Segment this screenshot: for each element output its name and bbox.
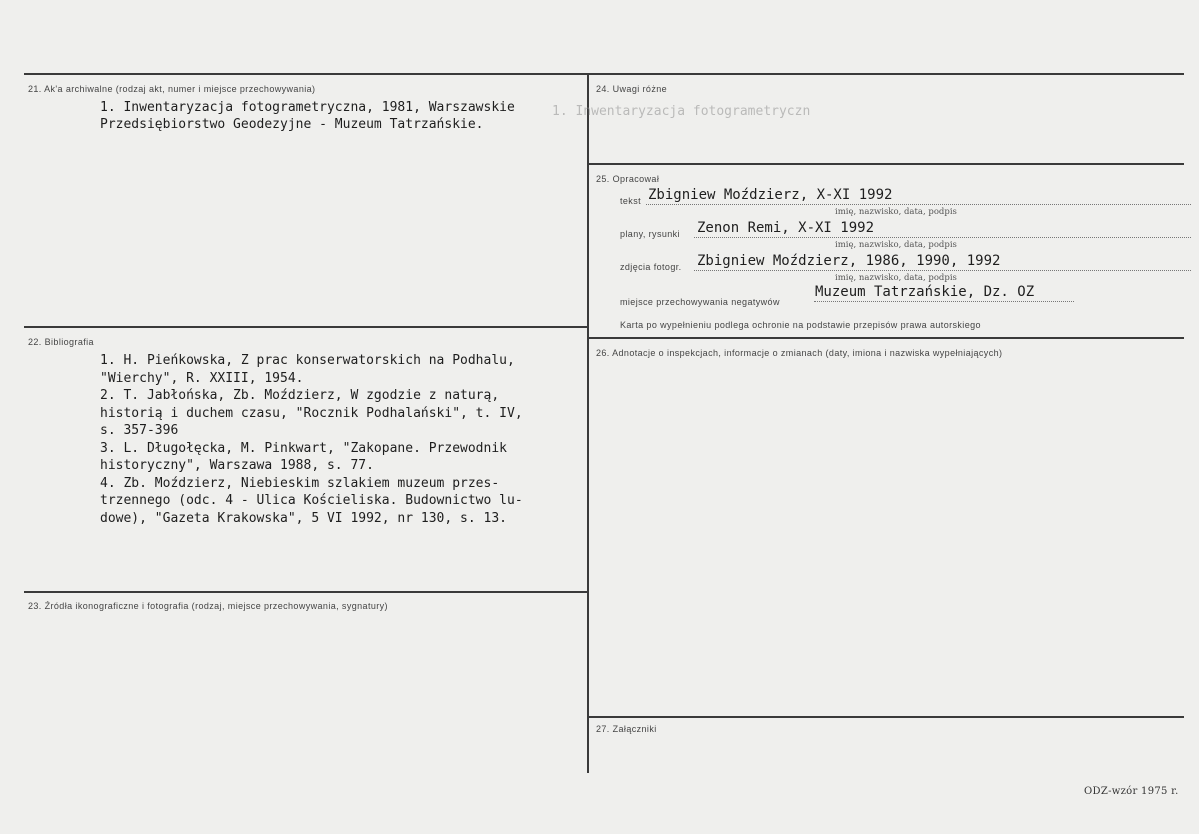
rule-22-23 [24, 591, 587, 593]
rule-21-22 [24, 326, 587, 328]
bibliography-line-6: 3. L. Długołęcka, M. Pinkwart, "Zakopane. Przewodnik [100, 440, 507, 456]
section-25-label: 25. Opracował [596, 174, 660, 184]
section-22-label: 22. Bibliografia [28, 337, 94, 347]
bibliography-line-4: historią i duchem czasu, "Rocznik Podhalański", t. IV, [100, 405, 523, 421]
zdjecia-label: zdjęcia fotogr. [620, 262, 682, 272]
miejsce-line [814, 301, 1074, 302]
section-21-line-1: 1. Inwentaryzacja fotogrametryczna, 1981, Warszawskie [100, 100, 515, 115]
zdjecia-value: Zbigniew Moździerz, 1986, 1990, 1992 [697, 253, 1001, 269]
plany-caption: imię, nazwisko, data, podpis [835, 240, 957, 250]
zdjecia-line [694, 270, 1191, 271]
section-23-label: 23. Źródła ikonograficzne i fotografia (rodzaj, miejsce przechowywania, sygnatury) [28, 601, 388, 611]
tekst-label: tekst [620, 196, 642, 206]
form-footer: ODZ-wzór 1975 r. [1084, 786, 1179, 797]
top-rule [24, 73, 1184, 75]
rule-26-27 [589, 716, 1184, 718]
section-21-line-2: Przedsiębiorstwo Geodezyjne - Muzeum Tatrzańskie. [100, 117, 484, 132]
miejsce-label: miejsce przechowywania negatywów [620, 297, 780, 307]
tekst-value: Zbigniew Moździerz, X-XI 1992 [648, 187, 893, 203]
plany-value: Zenon Remi, X-XI 1992 [697, 220, 875, 236]
section-24-faded-text: 1. Inwentaryzacja fotogrametryczn [552, 104, 811, 119]
bibliography-line-8: 4. Zb. Moździerz, Niebieskim szlakiem muzeum przes- [100, 475, 500, 491]
bibliography-line-7: historyczny", Warszawa 1988, s. 77. [100, 458, 374, 473]
bibliography-line-2: "Wierchy", R. XXIII, 1954. [100, 370, 304, 386]
tekst-caption: imię, nazwisko, data, podpis [835, 207, 957, 217]
bibliography-line-3: 2. T. Jabłońska, Zb. Moździerz, W zgodzie z naturą, [100, 388, 500, 403]
rule-25-26 [589, 337, 1184, 339]
tekst-line [646, 204, 1191, 205]
section-24-label: 24. Uwagi różne [596, 84, 668, 94]
bibliography-line-5: s. 357-396 [100, 423, 179, 438]
bibliography-line-1: 1. H. Pieńkowska, Z prac konserwatorskich na Podhalu, [100, 353, 515, 368]
plany-label: plany, rysunki [620, 229, 680, 239]
miejsce-value: Muzeum Tatrzańskie, Dz. OZ [815, 284, 1035, 300]
column-divider [587, 73, 589, 773]
section-27-label: 27. Załączniki [596, 724, 657, 734]
plany-line [694, 237, 1191, 238]
section-26-label: 26. Adnotacje o inspekcjach, informacje o zmianach (daty, imiona i nazwiska wypełniających) [596, 348, 1003, 358]
zdjecia-caption: imię, nazwisko, data, podpis [835, 273, 957, 283]
bibliography-line-9: trzennego (odc. 4 - Ulica Kościeliska. Budownictwo lu- [100, 493, 523, 508]
bibliography-line-10: dowe), "Gazeta Krakowska", 5 VI 1992, nr 130, s. 13. [100, 510, 507, 526]
section-21-label: 21. Ak'a archiwalne (rodzaj akt, numer i miejsce przechowywania) [28, 84, 316, 94]
copyright-note: Karta po wypełnieniu podlega ochronie na podstawie przepisów prawa autorskiego [620, 320, 981, 330]
rule-24-25 [589, 163, 1184, 165]
